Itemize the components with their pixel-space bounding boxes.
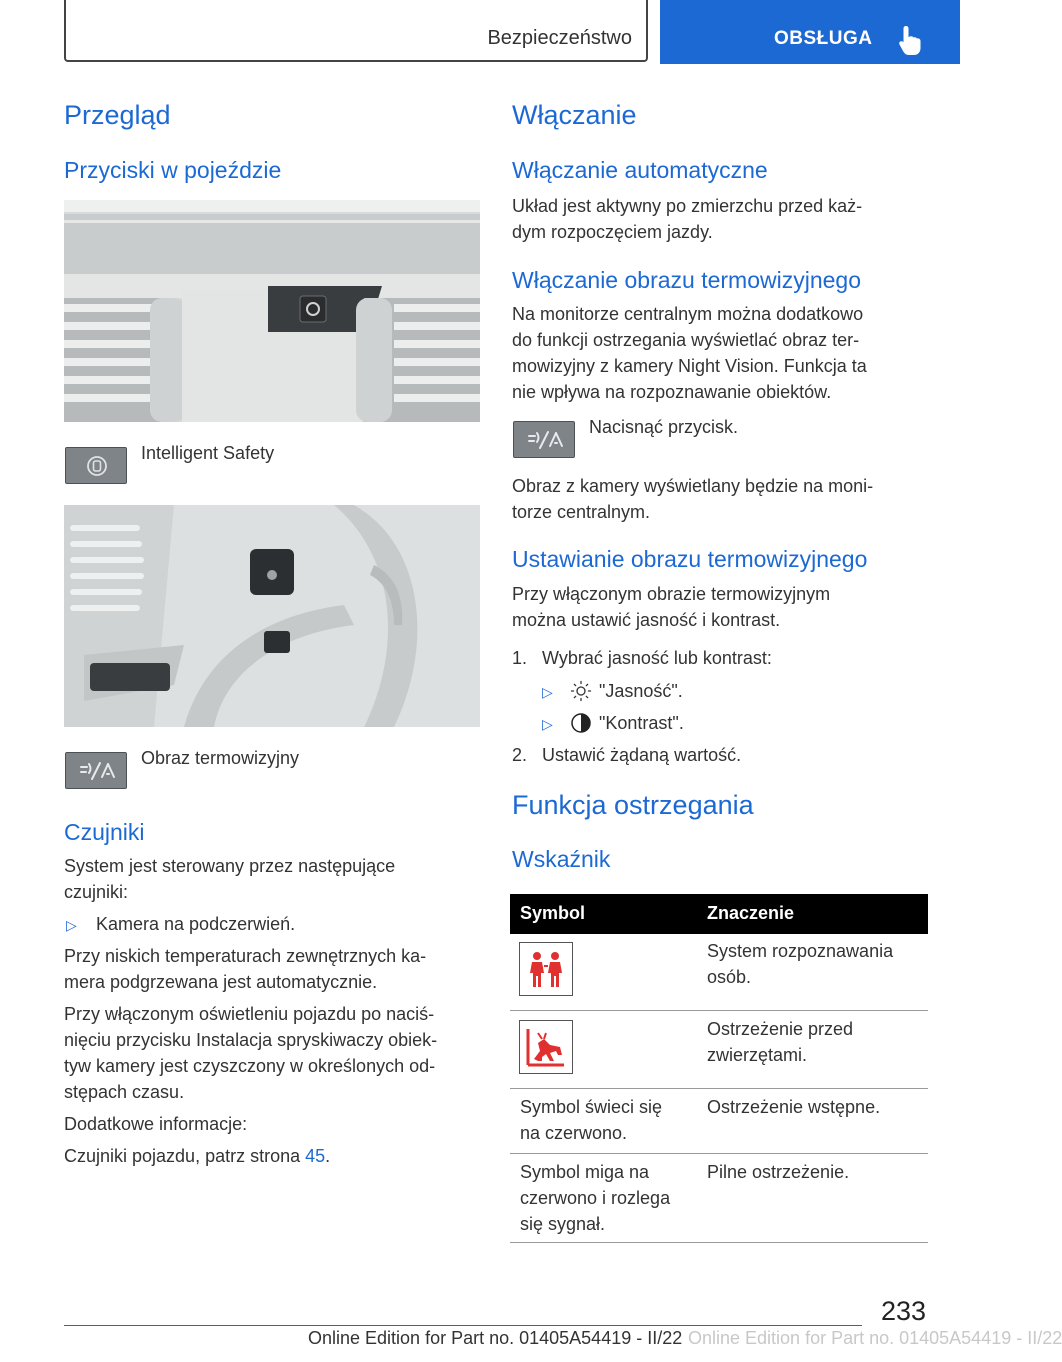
dashboard-vents-photo [64, 200, 480, 422]
indicator-heading: Wskaźnik [512, 846, 611, 872]
row3-symbol-line-1: Symbol świeci się [520, 1097, 663, 1117]
row4-symbol-line-3: się sygnał. [520, 1214, 606, 1234]
sensors-intro-line-2: czujniki: [64, 882, 129, 902]
settings-line-1: Przy włączonym obrazie termowizyjnym [512, 584, 831, 604]
thermal-image-button-image [65, 752, 127, 789]
intelligent-safety-icon [86, 455, 108, 477]
page-number: 233 [880, 1296, 926, 1326]
pedestrians-icon [520, 943, 572, 995]
row2-meaning-line-2: zwierzętami. [707, 1045, 808, 1065]
thermal-activation-heading: Włączanie obrazu termowizyjnego [512, 267, 861, 293]
table-row-divider [510, 1010, 928, 1011]
thermal-button-image-right [513, 421, 575, 458]
contrast-option: "Kontrast". [599, 713, 684, 733]
auto-line-2: dym rozpoczęciem jazdy. [512, 222, 713, 242]
more-info-label: Dodatkowe informacje: [64, 1114, 248, 1134]
row1-meaning-line-1: System rozpoznawania [707, 941, 894, 961]
row3-meaning-line-1: Ostrzeżenie wstępne. [707, 1097, 881, 1117]
sensor-item-infrared-camera: Kamera na podczerwień. [96, 914, 296, 934]
buttons-in-vehicle-heading: Przyciski w pojeździe [64, 157, 282, 183]
intelligent-safety-button-image [65, 447, 127, 484]
row3-symbol-line-2: na czerwono. [520, 1123, 628, 1143]
brightness-option: "Jasność". [599, 681, 683, 701]
steering-area-photo [64, 505, 480, 727]
table-row-divider [510, 1153, 928, 1154]
display-line-1: Obraz z kamery wyświetlany będzie na moni- [512, 476, 874, 496]
thermal-settings-heading: Ustawianie obrazu termowizyjnego [512, 546, 868, 572]
bullet-triangle-icon: ▷ [66, 917, 77, 933]
hand-pointer-icon [897, 24, 923, 56]
sensors-intro-line-1: System jest sterowany przez następujące [64, 856, 396, 876]
step-1-text: Wybrać jasność lub kontrast: [542, 648, 772, 668]
symbol-column-header: Symbol [520, 903, 586, 923]
row4-meaning-line-1: Pilne ostrzeżenie. [707, 1162, 850, 1182]
intelligent-safety-label: Intelligent Safety [141, 443, 275, 463]
header-section-title: Bezpieczeństwo [487, 27, 632, 49]
thermal-line-4: nie wpływa na rozpoznawanie obiektów. [512, 382, 832, 402]
thermal-image-icon [526, 430, 564, 450]
row1-meaning-line-2: osób. [707, 967, 752, 987]
para1-line-1: Przy niskich temperaturach zewnętrznych ka- [64, 946, 427, 966]
warning-function-heading: Funkcja ostrzegania [512, 790, 754, 820]
step-1-number: 1. [512, 648, 528, 668]
watermark-text: Online Edition for Part no. 01405A54419 - II/22 [688, 1328, 1062, 1348]
table-row-divider [510, 1242, 928, 1243]
meaning-column-header: Znaczenie [707, 903, 795, 923]
brightness-icon [570, 680, 592, 702]
header-section-tab [64, 0, 648, 62]
press-button-instruction: Nacisnąć przycisk. [589, 417, 739, 437]
person-detection-symbol [519, 942, 573, 996]
activation-heading: Włączanie [512, 100, 637, 130]
table-row-divider [510, 1088, 928, 1089]
settings-line-2: można ustawić jasność i kontrast. [512, 610, 781, 630]
animal-warning-symbol [519, 1020, 573, 1074]
contrast-icon [570, 712, 592, 734]
thermal-image-label: Obraz termowizyjny [141, 748, 300, 768]
bullet-triangle-icon: ▷ [542, 684, 553, 700]
para2-line-2: nięciu przycisku Instalacja spryskiwaczy obiek- [64, 1030, 438, 1050]
reference-end: . [325, 1146, 331, 1166]
page-45-link[interactable]: 45 [305, 1146, 326, 1166]
step-2-text: Ustawić żądaną wartość. [542, 745, 742, 765]
header-chapter-tab [660, 0, 960, 64]
header-chapter-title: OBSŁUGA [774, 28, 873, 49]
footer-rule [64, 1325, 862, 1326]
auto-activation-heading: Włączanie automatyczne [512, 157, 768, 183]
animal-warning-icon [520, 1021, 572, 1073]
display-line-2: torze centralnym. [512, 502, 651, 522]
para2-line-3: tyw kamery jest czyszczony w określonych od- [64, 1056, 436, 1076]
thermal-line-1: Na monitorze centralnym można dodatkowo [512, 304, 864, 324]
thermal-line-3: mowizyjny z kamery Night Vision. Funkcja ta [512, 356, 867, 376]
thermal-line-2: do funkcji ostrzegania wyświetlać obraz ter- [512, 330, 860, 350]
row4-symbol-line-2: czerwono i rozlega [520, 1188, 671, 1208]
edition-text: Online Edition for Part no. 01405A54419 - II/22 [308, 1328, 683, 1348]
para2-line-1: Przy włączonym oświetleniu pojazdu po naciś- [64, 1004, 435, 1024]
bullet-triangle-icon: ▷ [542, 716, 553, 732]
sensors-heading: Czujniki [64, 819, 145, 845]
para2-line-4: stępach czasu. [64, 1082, 185, 1102]
step-2-number: 2. [512, 745, 528, 765]
row4-symbol-line-1: Symbol miga na [520, 1162, 650, 1182]
symbol-table-header [510, 894, 928, 934]
thermal-image-icon [78, 761, 116, 781]
reference-text: Czujniki pojazdu, patrz strona [64, 1146, 301, 1166]
auto-line-1: Układ jest aktywny po zmierzchu przed każ- [512, 196, 863, 216]
para1-line-2: mera podgrzewana jest automatycznie. [64, 972, 378, 992]
sensors-reference [64, 1143, 330, 1169]
row2-meaning-line-1: Ostrzeżenie przed [707, 1019, 854, 1039]
overview-heading: Przegląd [64, 100, 171, 130]
